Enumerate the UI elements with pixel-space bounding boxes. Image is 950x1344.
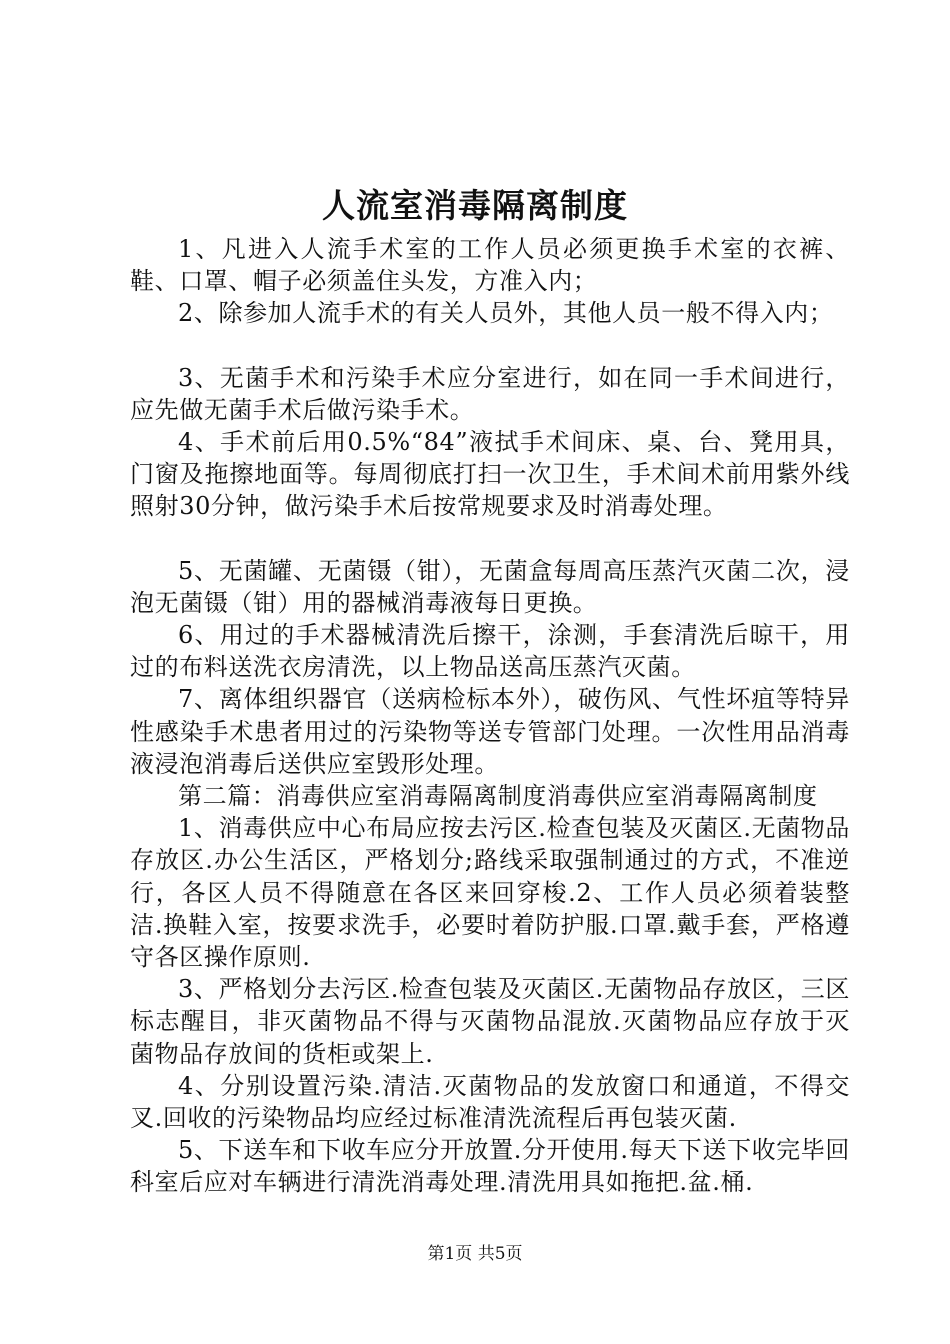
paragraph-8: 1、消毒供应中心布局应按去污区.检查包装及灭菌区.无菌物品存放区.办公生活区，严格划分;路线采取强制通过的方式，不准逆行，各区人员不得随意在各区来回穿梭.2、工作人员必须着装整洁.换鞋入室，按要求洗手，必要时着防护服.口罩.戴手套，严格遵守各区操作原则. [130,814,850,972]
paragraph-1: 1、凡进入人流手术室的工作人员必须更换手术室的衣裤、鞋、口罩、帽子必须盖住头发，方准入内； [130,235,850,296]
paragraph-10: 4、分别设置污染.清洁.灭菌物品的发放窗口和通道，不得交叉.回收的污染物品均应经过标准清洗流程后再包装灭菌. [130,1071,850,1133]
document-body [130,233,850,1199]
paragraph-4: 4、手术前后用0.5%“84”液拭手术间床、桌、台、凳用具，门窗及拖擦地面等。每周彻底打扫一次卫生，手术间术前用紫外线照射30分钟，做污染手术后按常规要求及时消毒处理。 [130,428,850,521]
section-heading-part-two: 第二篇：消毒供应室消毒隔离制度消毒供应室消毒隔离制度 [178,782,818,811]
paragraph-11: 5、下送车和下收车应分开放置.分开使用.每天下送下收完毕回科室后应对车辆进行清洗消毒处理.清洗用具如拖把.盆.桶. [130,1136,850,1197]
paragraph-5: 5、无菌罐、无菌镊（钳），无菌盒每周高压蒸汽灭菌二次，浸泡无菌镊（钳）用的器械消毒液每日更换。 [130,556,850,617]
paragraph-6: 6、用过的手术器械清洗后擦干，涂测，手套清洗后晾干，用过的布料送洗衣房清洗，以上物品送高压蒸汽灭菌。 [130,621,850,682]
page-number-footer: 第1页 共5页 [427,1244,523,1264]
paragraph-9: 3、严格划分去污区.检查包装及灭菌区.无菌物品存放区，三区标志醒目，非灭菌物品不得与灭菌物品混放.灭菌物品应存放于灭菌物品存放间的货柜或架上. [130,975,850,1068]
paragraph-2: 2、除参加人流手术的有关人员外，其他人员一般不得入内； [178,299,834,328]
paragraph-7: 7、离体组织器官（送病检标本外），破伤风、气性坏疽等特异性感染手术患者用过的污染物等送专管部门处理。一次性用品消毒液浸泡消毒后送供应室毁形处理。 [130,685,850,778]
document-title: 人流室消毒隔离制度 [322,186,628,225]
paragraph-3: 3、无菌手术和污染手术应分室进行，如在同一手术间进行，应先做无菌手术后做污染手术。 [130,363,850,424]
